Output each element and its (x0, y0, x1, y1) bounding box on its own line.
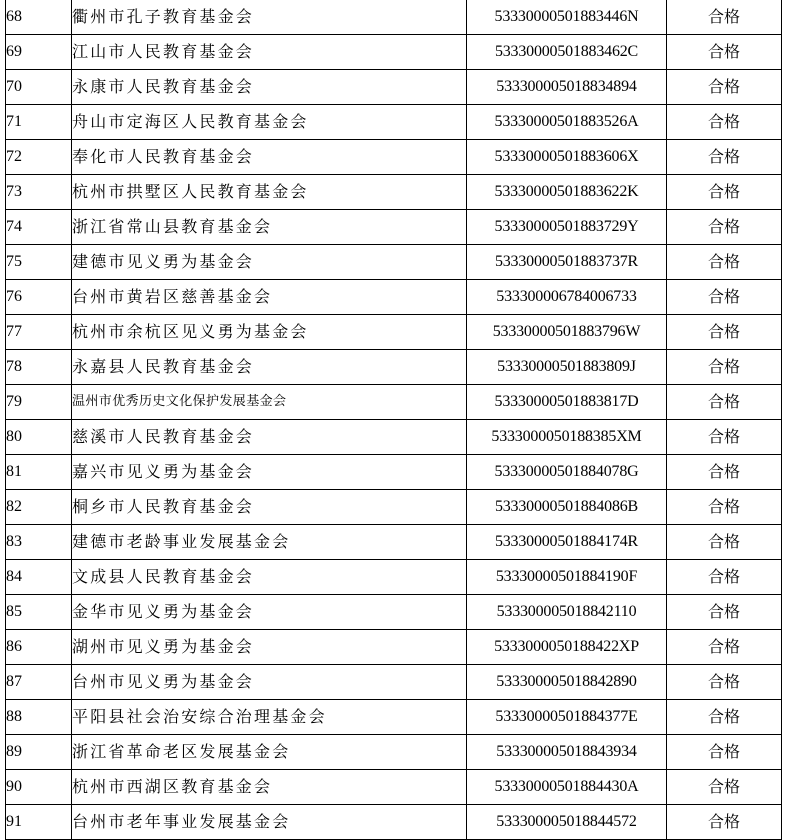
table-row (6, 770, 782, 805)
inspection-result: 合格 (667, 595, 782, 630)
row-number: 71 (6, 105, 72, 140)
inspection-result: 合格 (667, 490, 782, 525)
table-row (6, 140, 782, 175)
inspection-result: 合格 (667, 455, 782, 490)
organization-name: 建德市见义勇为基金会 (72, 245, 467, 280)
credit-code: 533300006784006733 (467, 280, 667, 315)
row-number: 85 (6, 595, 72, 630)
table-row (6, 0, 782, 35)
organization-name: 桐乡市人民教育基金会 (72, 490, 467, 525)
organization-name: 文成县人民教育基金会 (72, 560, 467, 595)
inspection-result: 合格 (667, 735, 782, 770)
table-row (6, 490, 782, 525)
organization-name: 永康市人民教育基金会 (72, 70, 467, 105)
organization-name: 奉化市人民教育基金会 (72, 140, 467, 175)
row-number: 86 (6, 630, 72, 665)
credit-code: 5333000050188422XP (467, 630, 667, 665)
organization-name: 台州市见义勇为基金会 (72, 665, 467, 700)
inspection-result: 合格 (667, 385, 782, 420)
row-number: 74 (6, 210, 72, 245)
table-row (6, 595, 782, 630)
credit-code: 533300005018844572 (467, 805, 667, 840)
table-row (6, 385, 782, 420)
table-row (6, 630, 782, 665)
credit-code: 533300005018834894 (467, 70, 667, 105)
inspection-result: 合格 (667, 525, 782, 560)
table-row (6, 350, 782, 385)
credit-code: 53330000501883737R (467, 245, 667, 280)
inspection-result: 合格 (667, 105, 782, 140)
row-number: 87 (6, 665, 72, 700)
table-row (6, 735, 782, 770)
credit-code: 533300005018842110 (467, 595, 667, 630)
row-number: 81 (6, 455, 72, 490)
organization-name: 湖州市见义勇为基金会 (72, 630, 467, 665)
inspection-result: 合格 (667, 140, 782, 175)
inspection-result: 合格 (667, 350, 782, 385)
credit-code: 53330000501883809J (467, 350, 667, 385)
inspection-result: 合格 (667, 315, 782, 350)
organization-name: 江山市人民教育基金会 (72, 35, 467, 70)
row-number: 70 (6, 70, 72, 105)
credit-code: 533300005018843934 (467, 735, 667, 770)
inspection-result: 合格 (667, 70, 782, 105)
organization-name: 衢州市孔子教育基金会 (72, 0, 467, 35)
inspection-result: 合格 (667, 245, 782, 280)
table-row (6, 805, 782, 840)
row-number: 72 (6, 140, 72, 175)
credit-code: 53330000501884174R (467, 525, 667, 560)
foundation-inspection-table (5, 0, 782, 840)
organization-name: 台州市老年事业发展基金会 (72, 805, 467, 840)
organization-name: 台州市黄岩区慈善基金会 (72, 280, 467, 315)
inspection-result: 合格 (667, 210, 782, 245)
organization-name: 杭州市西湖区教育基金会 (72, 770, 467, 805)
table-row (6, 175, 782, 210)
table-row (6, 525, 782, 560)
credit-code: 53330000501884190F (467, 560, 667, 595)
table-body (6, 0, 782, 840)
organization-name: 金华市见义勇为基金会 (72, 595, 467, 630)
credit-code: 53330000501884086B (467, 490, 667, 525)
table-row (6, 560, 782, 595)
row-number: 88 (6, 700, 72, 735)
row-number: 77 (6, 315, 72, 350)
credit-code: 53330000501884078G (467, 455, 667, 490)
row-number: 90 (6, 770, 72, 805)
organization-name: 建德市老龄事业发展基金会 (72, 525, 467, 560)
organization-name: 平阳县社会治安综合治理基金会 (72, 700, 467, 735)
table-row (6, 70, 782, 105)
credit-code: 53330000501883817D (467, 385, 667, 420)
row-number: 69 (6, 35, 72, 70)
row-number: 89 (6, 735, 72, 770)
row-number: 82 (6, 490, 72, 525)
row-number: 75 (6, 245, 72, 280)
inspection-result: 合格 (667, 420, 782, 455)
credit-code: 533300005018842890 (467, 665, 667, 700)
table-row (6, 105, 782, 140)
credit-code: 53330000501883462C (467, 35, 667, 70)
inspection-result: 合格 (667, 175, 782, 210)
credit-code: 53330000501883606X (467, 140, 667, 175)
row-number: 76 (6, 280, 72, 315)
inspection-result: 合格 (667, 280, 782, 315)
inspection-result: 合格 (667, 630, 782, 665)
table-row (6, 700, 782, 735)
table-row (6, 315, 782, 350)
row-number: 83 (6, 525, 72, 560)
inspection-result: 合格 (667, 700, 782, 735)
table-row (6, 665, 782, 700)
row-number: 84 (6, 560, 72, 595)
organization-name: 浙江省常山县教育基金会 (72, 210, 467, 245)
organization-name: 温州市优秀历史文化保护发展基金会 (72, 385, 467, 420)
inspection-result: 合格 (667, 770, 782, 805)
organization-name: 嘉兴市见义勇为基金会 (72, 455, 467, 490)
organization-name: 永嘉县人民教育基金会 (72, 350, 467, 385)
organization-name: 浙江省革命老区发展基金会 (72, 735, 467, 770)
row-number: 80 (6, 420, 72, 455)
table-row (6, 245, 782, 280)
organization-name: 慈溪市人民教育基金会 (72, 420, 467, 455)
table-row (6, 455, 782, 490)
inspection-result: 合格 (667, 665, 782, 700)
table-row (6, 35, 782, 70)
credit-code: 53330000501883526A (467, 105, 667, 140)
inspection-result: 合格 (667, 0, 782, 35)
credit-code: 53330000501884377E (467, 700, 667, 735)
row-number: 78 (6, 350, 72, 385)
row-number: 79 (6, 385, 72, 420)
table-row (6, 420, 782, 455)
organization-name: 舟山市定海区人民教育基金会 (72, 105, 467, 140)
organization-name: 杭州市余杭区见义勇为基金会 (72, 315, 467, 350)
organization-name: 杭州市拱墅区人民教育基金会 (72, 175, 467, 210)
table-row (6, 210, 782, 245)
table-row (6, 280, 782, 315)
credit-code: 53330000501884430A (467, 770, 667, 805)
credit-code: 5333000050188385XM (467, 420, 667, 455)
credit-code: 53330000501883446N (467, 0, 667, 35)
credit-code: 53330000501883729Y (467, 210, 667, 245)
row-number: 91 (6, 805, 72, 840)
row-number: 73 (6, 175, 72, 210)
row-number: 68 (6, 0, 72, 35)
inspection-result: 合格 (667, 805, 782, 840)
credit-code: 53330000501883796W (467, 315, 667, 350)
inspection-result: 合格 (667, 560, 782, 595)
credit-code: 53330000501883622K (467, 175, 667, 210)
inspection-result: 合格 (667, 35, 782, 70)
